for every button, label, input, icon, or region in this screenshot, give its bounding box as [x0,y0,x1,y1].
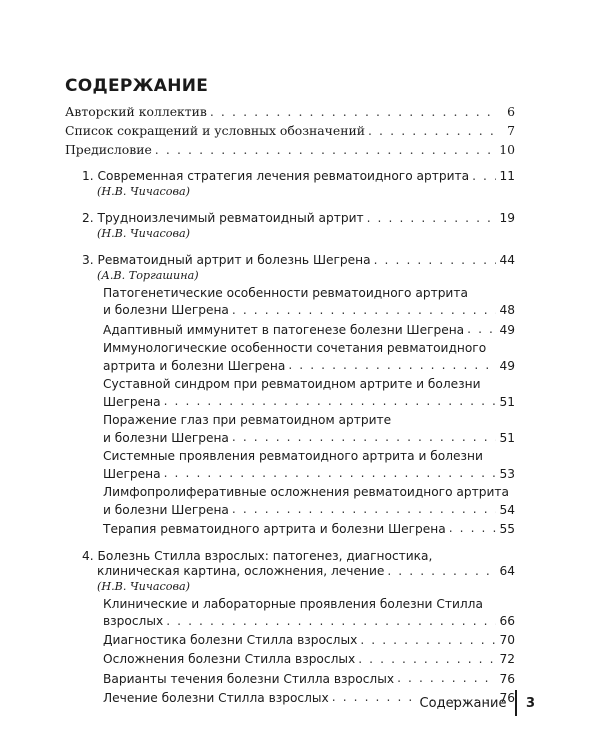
section-title[interactable] [103,670,515,687]
section-title[interactable] [103,520,515,537]
entry-page: 6 [507,104,515,119]
page-number: 3 [525,695,535,711]
entry-text: Авторский коллектив [65,104,207,119]
chapter-title[interactable] [82,168,515,185]
chapter-title[interactable] [82,210,515,227]
entry-page: 51 [499,430,515,445]
dot-leader [232,501,497,518]
dot-leader [374,252,497,269]
dot-leader [360,632,496,649]
section-entry[interactable] [103,376,515,410]
toc-entry[interactable] [65,103,515,120]
entry-page: 48 [499,303,515,318]
entry-page: 53 [499,466,515,481]
chapter-title[interactable] [97,563,515,580]
chapter-entry [82,252,515,538]
section-title[interactable] [103,632,515,649]
entry-text: и болезни Шегрена [103,430,229,445]
footer-divider [515,690,517,716]
section-title[interactable] [103,613,515,630]
entry-page: 49 [499,322,515,337]
dot-leader [232,429,497,446]
section-title-line: Клинические и лабораторные проявления болезни Стилла [103,596,483,611]
dot-leader [368,122,498,139]
section-entry[interactable] [103,321,515,338]
entry-page: 19 [499,210,515,225]
section-title-line: Поражение глаз при ревматоидном артрите [103,413,392,428]
entry-text: клиническая картина, осложнения, лечение [97,563,385,578]
entry-text: 1. Современная стратегия лечения ревматоидного артрита [82,168,470,183]
dot-leader [449,520,497,537]
entry-text: Лечение болезни Стилла взрослых [103,690,329,705]
section-title[interactable] [103,357,515,374]
entry-text: Терапия ревматоидного артрита и болезни Шегрена [103,521,446,536]
section-entry[interactable] [103,340,515,374]
dot-leader [155,141,496,158]
entry-page: 70 [499,633,515,648]
section-entry[interactable] [103,520,515,537]
dot-leader [164,393,497,410]
entry-page: 76 [499,671,515,686]
entry-page: 55 [499,521,515,536]
footer-label: Содержание [419,695,507,711]
section-entry[interactable] [103,670,515,687]
section-entry[interactable] [103,484,515,518]
entry-text: 3. Ревматоидный артрит и болезнь Шегрена [82,253,371,268]
entry-text: Адаптивный иммунитет в патогенезе болезни Шегрена [103,322,465,337]
entry-text: Варианты течения болезни Стилла взрослых [103,671,395,686]
section-title-line: Лимфопролиферативные осложнения ревматоидного артрита [103,485,509,500]
section-title[interactable] [103,429,515,446]
dot-leader [164,465,497,482]
chapter-title[interactable] [82,252,515,269]
entry-text: Список сокращений и условных обозначений [65,123,365,139]
section-title[interactable] [103,501,515,518]
entry-page: 7 [507,123,515,139]
chapter-author: (Н.В. Чичасова) [97,184,191,198]
entry-page: 64 [499,563,515,578]
entry-page: 11 [499,168,515,183]
section-title[interactable] [103,302,515,319]
section-title[interactable] [103,321,515,338]
entry-page: 51 [499,394,515,409]
section-title[interactable] [103,465,515,482]
dot-leader [397,670,496,687]
section-title-line: Суставной синдром при ревматоидном артрите и болезни [103,377,481,392]
dot-leader [358,651,496,668]
entry-page: 72 [499,652,515,667]
section-title-line: Иммунологические особенности сочетания ревматоидного [103,341,487,356]
dot-leader [467,321,496,338]
dot-leader [472,168,496,185]
entry-text: Предисловие [65,142,152,158]
entry-page: 76 [499,690,515,705]
entry-page: 44 [499,253,515,268]
entry-text: Шегрена [103,466,161,481]
chapter-entry [82,168,515,199]
entry-text: Осложнения болезни Стилла взрослых [103,652,356,667]
table-of-contents [65,103,515,718]
entry-text: и болезни Шегрена [103,502,229,517]
dot-leader [387,563,496,580]
chapter-entry [82,549,515,707]
dot-leader [232,302,497,319]
entry-text: и болезни Шегрена [103,303,229,318]
chapter-title-line: 4. Болезнь Стилла взрослых: патогенез, диагностика, [82,548,433,563]
entry-page: 66 [499,614,515,629]
dot-leader [367,210,497,227]
section-entry[interactable] [103,596,515,630]
entry-text: Шегрена [103,394,161,409]
section-title[interactable] [103,651,515,668]
entry-text: Диагностика болезни Стилла взрослых [103,633,358,648]
section-entry[interactable] [103,285,515,319]
chapter-entry [82,210,515,241]
entry-page: 54 [499,502,515,517]
section-entry[interactable] [103,448,515,482]
section-list [103,285,515,537]
dot-leader [210,103,498,120]
section-title-line: Патогенетические особенности ревматоидного артрита [103,286,468,301]
section-entry[interactable] [103,651,515,668]
dot-leader [288,357,496,374]
section-title[interactable] [103,393,515,410]
entry-page: 10 [499,142,515,158]
entry-text: артрита и болезни Шегрена [103,358,286,373]
entry-page: 49 [499,358,515,373]
dot-leader [166,613,496,630]
section-entry[interactable] [103,632,515,649]
chapter-author: (Н.В. Чичасова) [97,227,191,241]
toc-entry[interactable] [65,122,515,139]
chapter-author: (Н.В. Чичасова) [97,579,191,593]
entry-text: 2. Трудноизлечимый ревматоидный артрит [82,210,364,225]
running-footer [420,690,535,716]
section-title-line: Системные проявления ревматоидного артрита и болезни [103,449,483,464]
entry-text: взрослых [103,614,164,629]
page-title: СОДЕРЖАНИЕ [65,76,209,96]
chapter-author: (А.В. Торгашина) [97,269,199,283]
toc-entry[interactable] [65,141,515,158]
section-entry[interactable] [103,412,515,446]
